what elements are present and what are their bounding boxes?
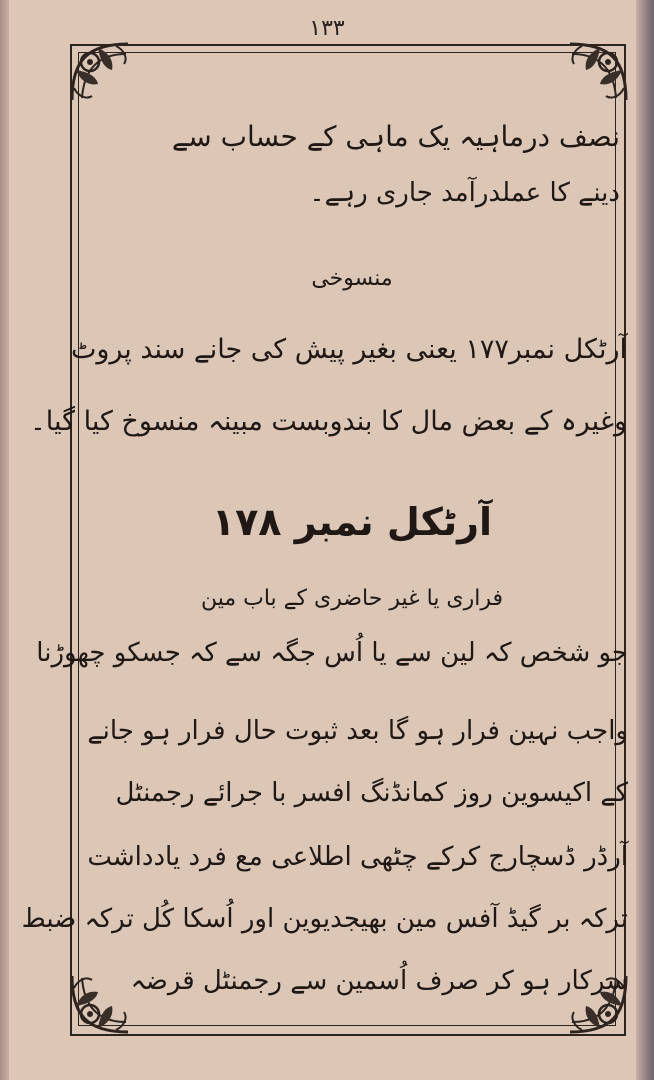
text-line-1: نصف درماہیہ یک ماہی کے حساب سے (171, 120, 620, 153)
page-number: ۱۳۳ (309, 16, 345, 41)
page-left-edge (0, 0, 9, 1080)
paragraph-line: جو شخص کہ لین سے یا اُس جگہ سے کہ جسکو چھوڑنا (36, 638, 628, 668)
book-spine-shadow (636, 0, 654, 1080)
paragraph-line: واجب نہین فرار ہو گا بعد ثبوت حال فرار ہو جانے (87, 716, 628, 746)
text-line-3: آرٹکل نمبر۱۷۷ یعنی بغیر پیش کی جانے سند پروٹ (70, 334, 627, 365)
article-subheading: فراری یا غیر حاضری کے باب مین (200, 586, 504, 611)
text-line-4: وغیرہ کے بعض مال کا بندوبست مبینہ منسوخ کیا گیا۔ (29, 406, 627, 437)
paragraph-line: ترکہ بر گیڈ آفس مین بھیجدیوین اور اُسکا کُل ترکہ ضبط (21, 904, 628, 934)
paragraph-line: سرکار ہو کر صرف اُسمین سے رجمنٹل قرضہ (130, 966, 628, 996)
corner-flourish-icon (68, 40, 138, 110)
corner-flourish-icon (560, 40, 630, 110)
paragraph-line: آرڈر ڈسچارج کرکے چٹھی اطلاعی مع فرد یادداشت (87, 842, 628, 872)
article-heading: آرٹکل نمبر ۱۷۸ (211, 500, 493, 544)
text-line-2: دینے کا عملدرآمد جاری رہے۔ (309, 178, 620, 208)
paragraph-line: کے اکیسوین روز کمانڈنگ افسر با جرائے رجمنٹل (115, 778, 628, 808)
section-heading-repeal: منسوخی (311, 266, 393, 291)
